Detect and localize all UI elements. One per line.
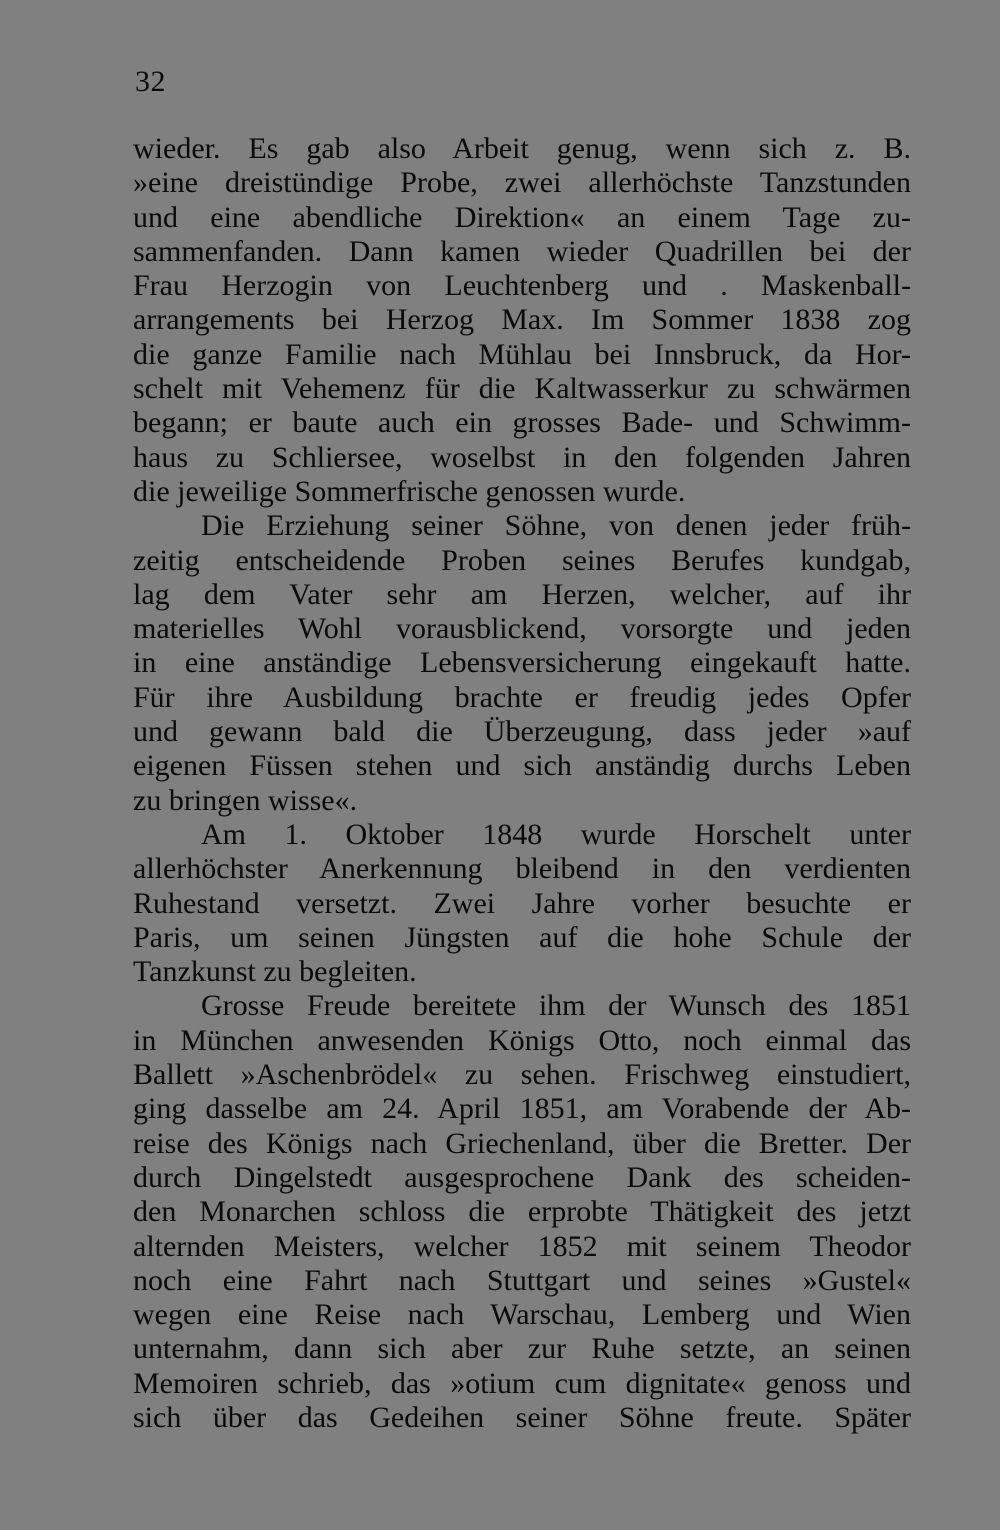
paragraph-start-line: Grosse Freude bereitete ihm der Wunsch des 1851 bbox=[201, 989, 911, 1023]
text-line: in eine anständige Lebensversicherung eingekauft hatte. bbox=[133, 646, 911, 680]
text-line: reise des Königs nach Griechenland, über die Bretter. Der bbox=[133, 1126, 911, 1160]
text-line: und eine abendliche Direktion« an einem Tage zu- bbox=[133, 200, 911, 234]
text-line: Für ihre Ausbildung brachte er freudig jedes Opfer bbox=[133, 680, 911, 714]
text-line: die ganze Familie nach Mühlau bei Innsbruck, da Hor- bbox=[133, 337, 911, 371]
text-line: arrangements bei Herzog Max. Im Sommer 1838 zog bbox=[133, 303, 911, 337]
paragraph-end-line: Tanzkunst zu begleiten. bbox=[133, 955, 417, 989]
paragraph-end-line: zu bringen wisse«. bbox=[133, 783, 358, 817]
paragraph-start-line: Am 1. Oktober 1848 wurde Horschelt unter bbox=[201, 817, 911, 851]
text-line: Ruhestand versetzt. Zwei Jahre vorher besuchte er bbox=[133, 886, 911, 920]
text-line: Paris, um seinen Jüngsten auf die hohe Schule der bbox=[133, 920, 911, 954]
text-line: noch eine Fahrt nach Stuttgart und seines »Gustel« bbox=[133, 1263, 911, 1297]
text-line: unternahm, dann sich aber zur Ruhe setzte, an seinen bbox=[133, 1332, 911, 1366]
text-line: durch Dingelstedt ausgesprochene Dank des scheiden- bbox=[133, 1160, 911, 1194]
text-line: Memoiren schrieb, das »otium cum dignitate« genoss und bbox=[133, 1366, 911, 1400]
body-text bbox=[133, 132, 911, 1435]
text-line: wieder. Es gab also Arbeit genug, wenn sich z. B. bbox=[133, 132, 911, 165]
text-line: alternden Meisters, welcher 1852 mit seinem Theodor bbox=[133, 1229, 911, 1263]
text-line: Ballett »Aschenbrödel« zu sehen. Frischweg einstudiert, bbox=[133, 1058, 911, 1092]
text-line: allerhöchster Anerkennung bleibend in den verdienten bbox=[133, 852, 911, 886]
text-line: lag dem Vater sehr am Herzen, welcher, auf ihr bbox=[133, 577, 911, 611]
text-line: ging dasselbe am 24. April 1851, am Vorabende der Ab- bbox=[133, 1092, 911, 1126]
text-line: haus zu Schliersee, woselbst in den folgenden Jahren bbox=[133, 440, 911, 474]
text-line: Frau Herzogin von Leuchtenberg und . Maskenball- bbox=[133, 269, 911, 303]
text-line: sammenfanden. Dann kamen wieder Quadrillen bei der bbox=[133, 234, 911, 268]
text-line: eigenen Füssen stehen und sich anständig durchs Leben bbox=[133, 749, 911, 783]
paragraph-start-line: Die Erziehung seiner Söhne, von denen jeder früh- bbox=[201, 509, 911, 543]
text-line: den Monarchen schloss die erprobte Thätigkeit des jetzt bbox=[133, 1195, 911, 1229]
text-line: wegen eine Reise nach Warschau, Lemberg und Wien bbox=[133, 1298, 911, 1332]
text-line: und gewann bald die Überzeugung, dass jeder »auf bbox=[133, 715, 911, 749]
text-line: zeitig entscheidende Proben seines Berufes kundgab, bbox=[133, 543, 911, 577]
text-line: sich über das Gedeihen seiner Söhne freute. Später bbox=[133, 1400, 911, 1434]
paragraph-end-line: die jeweilige Sommerfrische genossen wurde. bbox=[133, 474, 686, 508]
page-number: 32 bbox=[135, 65, 166, 98]
text-line: in München anwesenden Königs Otto, noch einmal das bbox=[133, 1023, 911, 1057]
text-line: »eine dreistündige Probe, zwei allerhöchste Tanzstunden bbox=[133, 166, 911, 200]
text-line: begann; er baute auch ein grosses Bade- und Schwimm- bbox=[133, 406, 911, 440]
text-line: materielles Wohl vorausblickend, vorsorgte und jeden bbox=[133, 612, 911, 646]
text-line: schelt mit Vehemenz für die Kaltwasserkur zu schwärmen bbox=[133, 372, 911, 406]
